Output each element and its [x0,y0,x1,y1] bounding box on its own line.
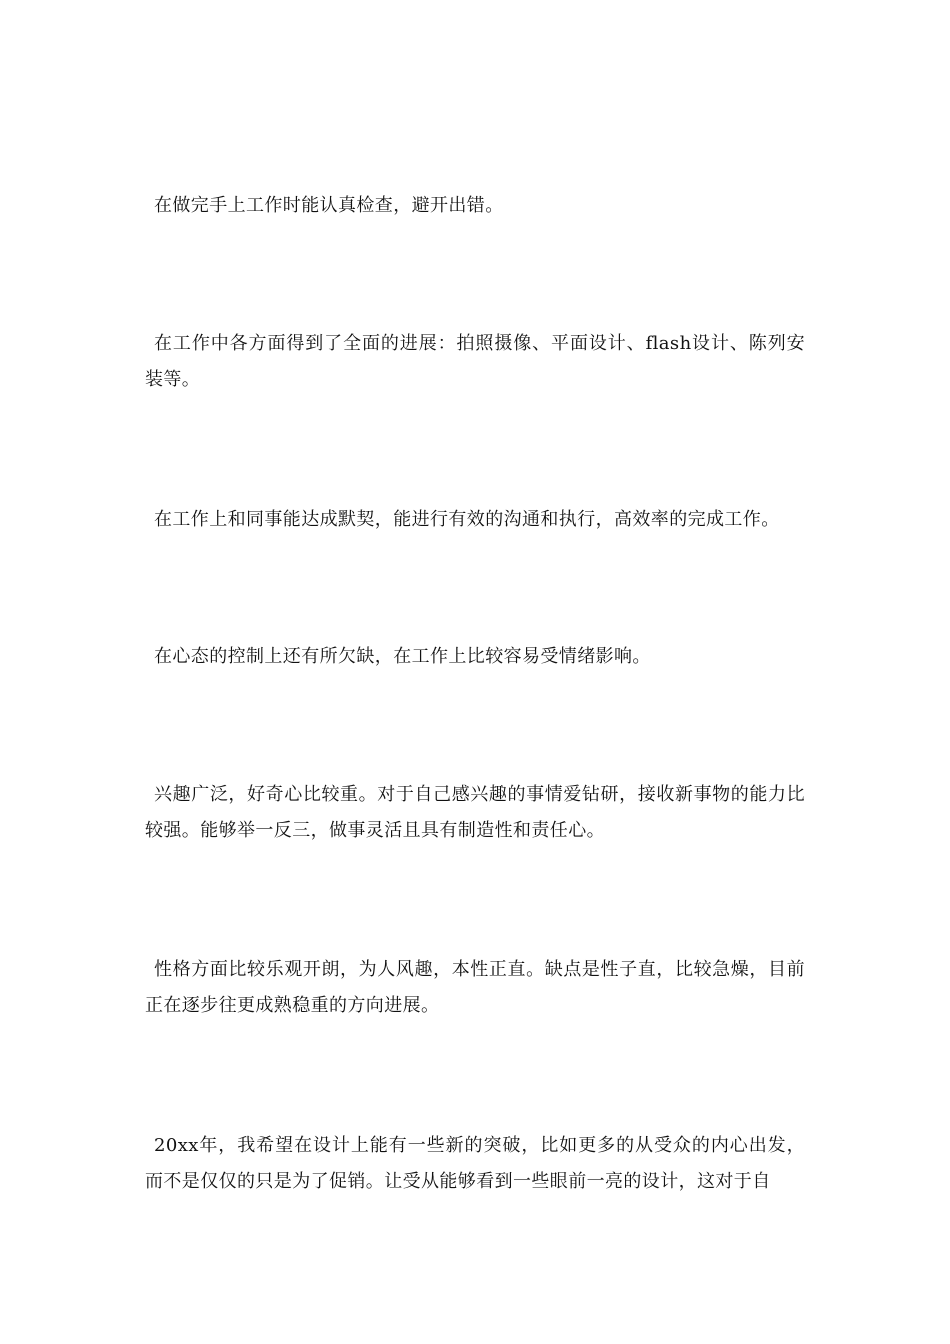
paragraph-future-goals: 20xx年，我希望在设计上能有一些新的突破，比如更多的从受众的内心出发，而不是仅仅的只是为了促销。让受从能够看到一些眼前一亮的设计，这对于自 [145,1135,805,1192]
paragraph-interests: 兴趣广泛，好奇心比较重。对于自己感兴趣的事情爱钻研，接收新事物的能力比较强。能够举一反三，做事灵活且具有制造性和责任心。 [145,784,805,841]
paragraph-personality: 性格方面比较乐观开朗，为人风趣，本性正直。缺点是性子直，比较急燥，目前正在逐步往更成熟稳重的方向进展。 [145,959,805,1016]
paragraph-careful-check: 在做完手上工作时能认真检查，避开出错。 [154,195,504,216]
paragraph-teamwork: 在工作上和同事能达成默契，能进行有效的沟通和执行，高效率的完成工作。 [154,509,780,530]
paragraph-skills-progress: 在工作中各方面得到了全面的进展：拍照摄像、平面设计、flash设计、陈列安装等。 [145,333,805,390]
paragraph-mindset: 在心态的控制上还有所欠缺，在工作上比较容易受情绪影响。 [154,646,651,667]
